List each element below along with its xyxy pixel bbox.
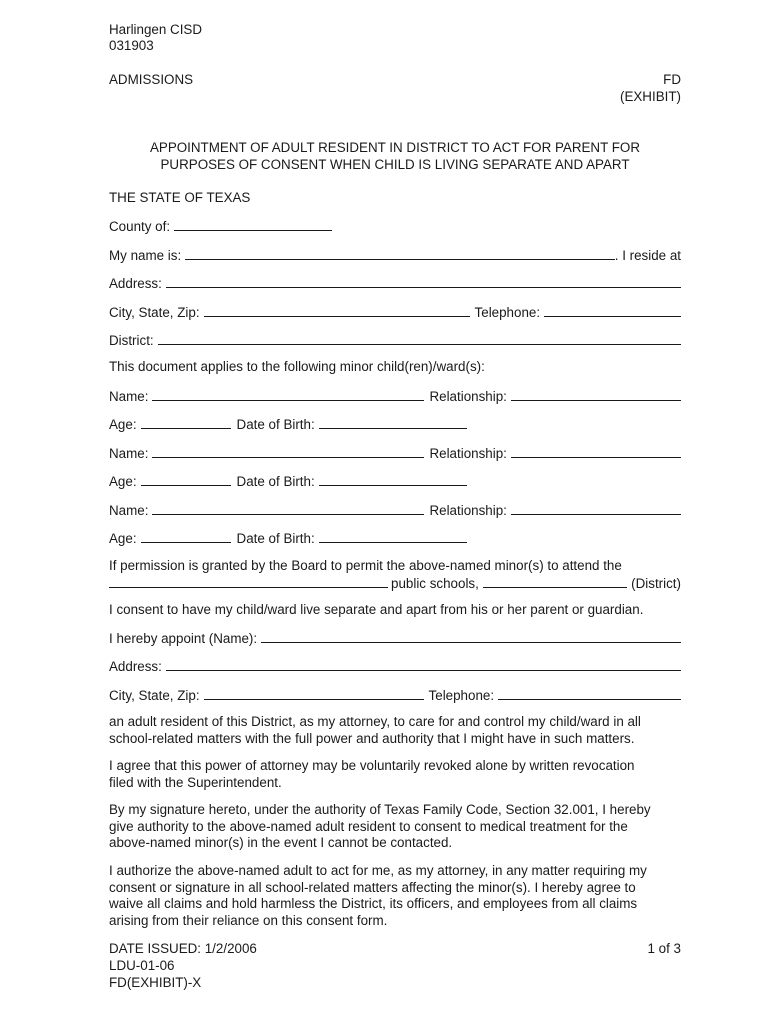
city-label: City, State, Zip: <box>109 305 200 320</box>
state-label: THE STATE OF TEXAS <box>109 190 251 205</box>
relationship-label: Relationship: <box>429 503 507 518</box>
dob-label: Date of Birth: <box>236 531 315 546</box>
child-name-label: Name: <box>109 389 149 404</box>
public-schools-label: public schools, <box>391 576 479 591</box>
paragraph-authorize <box>109 863 681 929</box>
paragraph-line: I authorize the above-named adult to act for me, as my attorney, in any matter requiring my <box>109 863 647 878</box>
page-number: 1 of 3 <box>647 941 681 956</box>
paragraph-line: I agree that this power of attorney may be voluntarily revoked alone by written revocation <box>109 758 635 773</box>
relationship-label: Relationship: <box>429 389 507 404</box>
county-row <box>109 218 332 234</box>
paragraph-line: an adult resident of this District, as my attorney, to care for and control my child/ward in all <box>109 714 641 729</box>
city-field[interactable] <box>204 304 470 317</box>
appoint-row <box>109 630 681 646</box>
paragraph-line: above-named minor(s) in the event I cannot be contacted. <box>109 835 453 850</box>
appointee-address-label: Address: <box>109 659 162 674</box>
appointee-city-field[interactable] <box>204 687 424 700</box>
paragraph-revocation <box>109 758 681 791</box>
child-1-name-field[interactable] <box>152 388 424 401</box>
county-label: County of: <box>109 219 171 234</box>
appointee-telephone-label: Telephone: <box>428 688 495 703</box>
applies-text: This document applies to the following minor child(ren)/ward(s): <box>109 359 485 374</box>
child-3-name-field[interactable] <box>152 502 424 515</box>
appoint-label: I hereby appoint (Name): <box>109 631 258 646</box>
dob-label: Date of Birth: <box>236 417 315 432</box>
child-3-age-row <box>109 530 467 546</box>
district-name: Harlingen CISD <box>109 22 203 37</box>
child-2-name-row <box>109 445 681 461</box>
permission-row <box>109 575 681 591</box>
child-name-label: Name: <box>109 446 149 461</box>
district-suffix: (District) <box>631 576 681 591</box>
child-3-age-field[interactable] <box>141 530 231 543</box>
date-issued: DATE ISSUED: 1/2/2006 <box>109 941 257 956</box>
paragraph-line: consent or signature in all school-related matters affecting the minor(s). I hereby agree to <box>109 879 636 895</box>
age-label: Age: <box>109 531 137 546</box>
district-row <box>109 332 681 348</box>
appointee-city-label: City, State, Zip: <box>109 688 200 703</box>
telephone-field[interactable] <box>544 304 681 317</box>
child-2-age-row <box>109 473 467 489</box>
age-label: Age: <box>109 474 137 489</box>
address-field[interactable] <box>166 275 681 288</box>
appointee-address-field[interactable] <box>166 658 681 671</box>
ldu-code: LDU-01-06 <box>109 958 175 973</box>
child-2-dob-field[interactable] <box>319 473 467 486</box>
policy-code: FD <box>663 72 681 87</box>
address-row <box>109 275 681 291</box>
age-label: Age: <box>109 417 137 432</box>
child-2-relationship-field[interactable] <box>511 445 681 458</box>
paragraph-line: By my signature hereto, under the authority of Texas Family Code, Section 32.001, I hereby <box>109 802 651 817</box>
name-row <box>109 247 681 263</box>
city-row <box>109 304 681 320</box>
child-1-age-field[interactable] <box>141 416 231 429</box>
child-1-relationship-field[interactable] <box>511 388 681 401</box>
paragraph-line: give authority to the above-named adult resident to consent to medical treatment for the <box>109 818 628 834</box>
paragraph-line: filed with the Superintendent. <box>109 774 282 790</box>
appointee-city-row <box>109 687 681 703</box>
paragraph-line: school-related matters with the full power and authority that I might have in such matters. <box>109 730 635 746</box>
paragraph-line: waive all claims and hold harmless the District, its officers, and employees from all claims <box>109 896 638 911</box>
school-district-name-field[interactable] <box>109 575 388 588</box>
district-label: District: <box>109 333 154 348</box>
child-3-dob-field[interactable] <box>319 530 467 543</box>
dob-label: Date of Birth: <box>236 474 315 489</box>
district-name-field[interactable] <box>483 575 627 588</box>
form-title-line-1: APPOINTMENT OF ADULT RESIDENT IN DISTRICT TO ACT FOR PARENT FOR <box>149 140 641 155</box>
reside-label: . I reside at <box>614 248 681 263</box>
paragraph-medical <box>109 802 681 852</box>
child-name-label: Name: <box>109 503 149 518</box>
appointee-telephone-field[interactable] <box>498 687 681 700</box>
paragraph-attorney <box>109 714 681 747</box>
my-name-field[interactable] <box>185 247 615 260</box>
section-title: ADMISSIONS <box>109 72 194 87</box>
county-field[interactable] <box>174 218 332 231</box>
child-1-age-row <box>109 416 467 432</box>
telephone-label: Telephone: <box>474 305 541 320</box>
child-1-name-row <box>109 388 681 404</box>
footer-policy-code: FD(EXHIBIT)-X <box>109 975 202 990</box>
form-title-line-2: PURPOSES OF CONSENT WHEN CHILD IS LIVING SEPARATE AND APART <box>160 157 630 172</box>
policy-sub: (EXHIBIT) <box>619 89 681 104</box>
my-name-label: My name is: <box>109 248 182 263</box>
child-3-relationship-field[interactable] <box>511 502 681 515</box>
permission-line-1: If permission is granted by the Board to permit the above-named minor(s) to attend the <box>109 558 622 573</box>
child-3-name-row <box>109 502 681 518</box>
child-2-age-field[interactable] <box>141 473 231 486</box>
district-field[interactable] <box>158 332 681 345</box>
district-code: 031903 <box>109 38 154 53</box>
paragraph-line: arising from their reliance on this consent form. <box>109 912 388 928</box>
child-1-dob-field[interactable] <box>319 416 467 429</box>
appointee-address-row <box>109 658 681 674</box>
consent-text: I consent to have my child/ward live separate and apart from his or her parent or guardian. <box>109 602 644 617</box>
child-2-name-field[interactable] <box>152 445 424 458</box>
address-label: Address: <box>109 276 162 291</box>
relationship-label: Relationship: <box>429 446 507 461</box>
appointee-name-field[interactable] <box>261 630 681 643</box>
